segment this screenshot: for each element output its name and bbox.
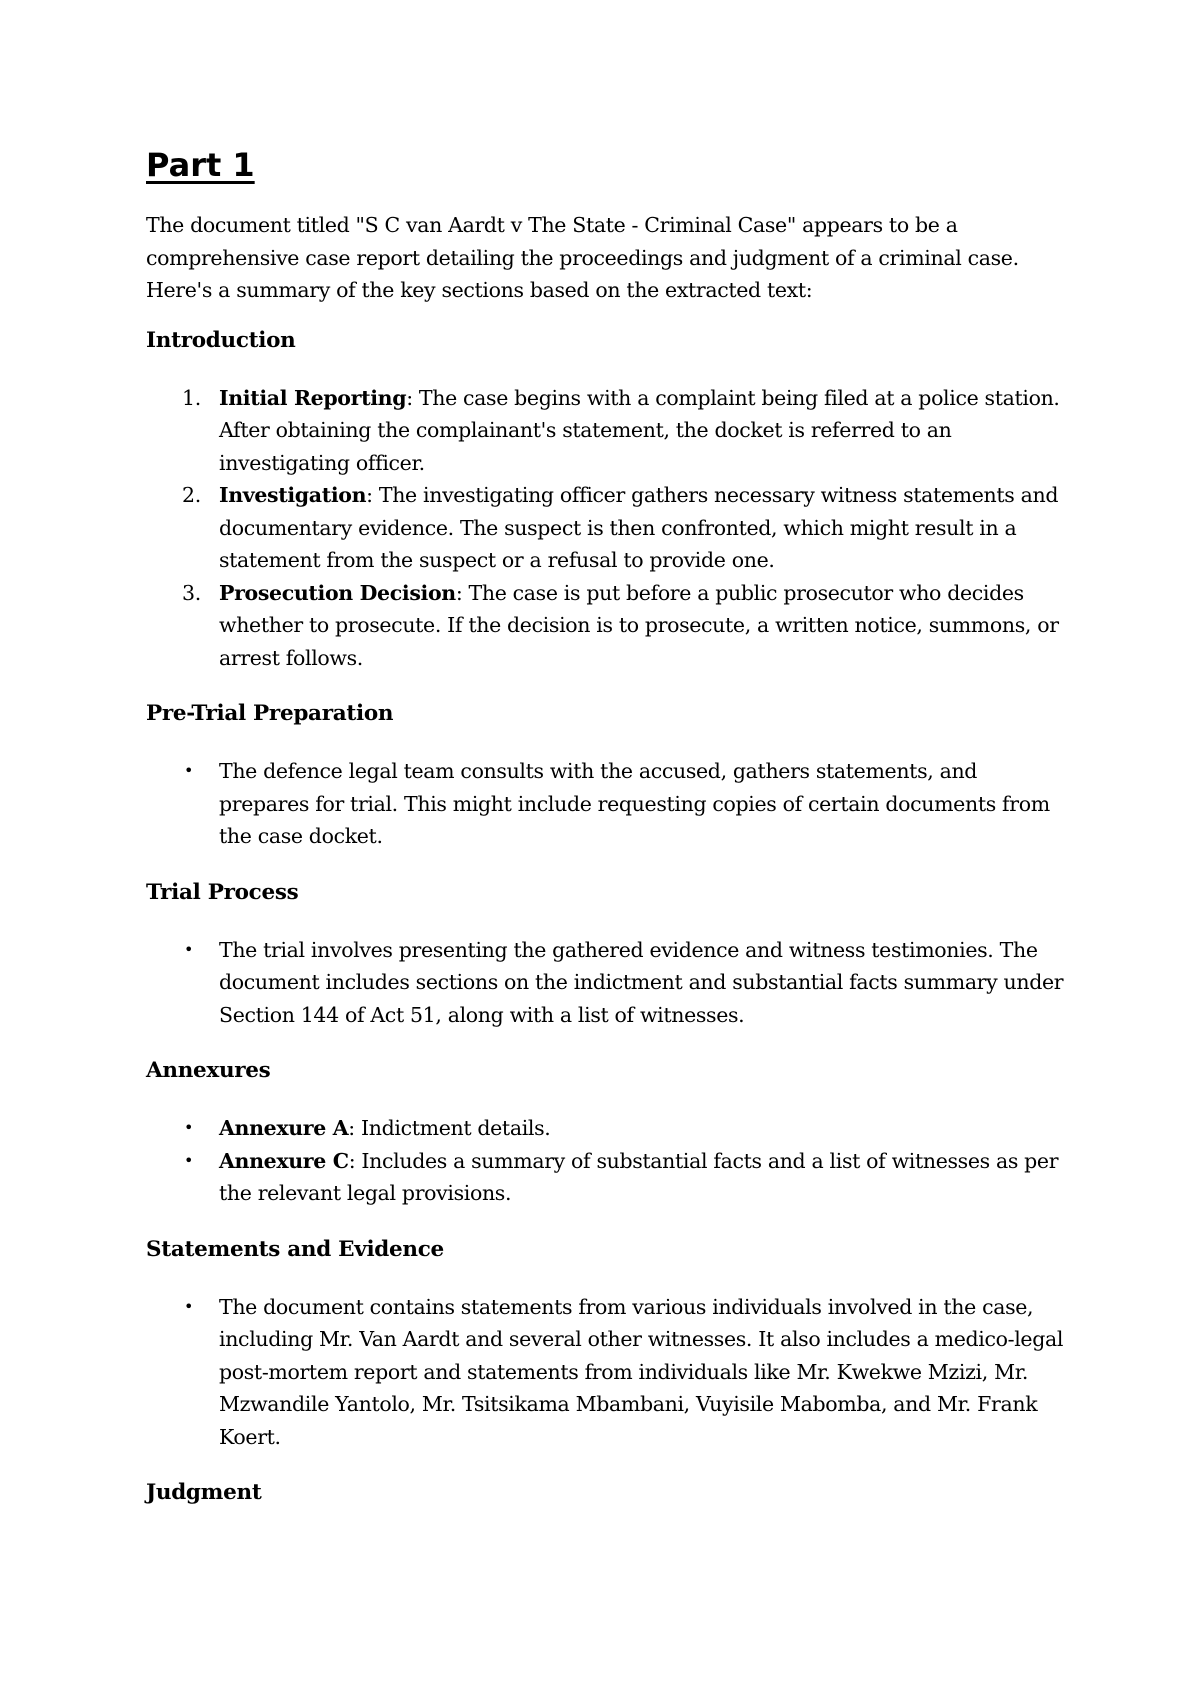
list-item [146,755,1071,853]
bullet-icon: • [184,1296,194,1316]
list-number: 1. [182,385,201,410]
item-term: Annexure C [219,1148,349,1173]
item-text: The document contains statements from various individuals involved in the case, including Mr. Van Aardt and several other witnesses. It also includes a medico-legal post-mortem report and statements from individuals like Mr. Kwekwe Mzizi, Mr. Mzwandile Yantolo, Mr. Tsitsikama Mbambani, Vuyisile Mabomba, and Mr. Frank Koert. [219,1294,1064,1449]
section-heading-statements: Statements and Evidence [146,1236,444,1262]
pretrial-list [146,755,1071,853]
section-heading-trial: Trial Process [146,879,299,905]
section-heading-introduction: Introduction [146,327,296,353]
annexures-list [146,1112,1071,1210]
section-heading-pretrial: Pre-Trial Preparation [146,701,394,726]
bullet-icon: • [184,939,194,959]
section-heading-annexures: Annexures [146,1058,271,1083]
item-text: The defence legal team consults with the accused, gathers statements, and prepares for trial. This might include requesting copies of certain documents from the case docket. [219,759,1050,848]
trial-list [146,934,1071,1032]
statements-list [146,1291,1071,1454]
item-text: : The case is put before a public prosecutor who decides whether to prosecute. If the decision is to prosecute, a written notice, summons, or arrest follows. [219,580,1059,670]
list-number: 2. [182,483,201,507]
item-text: : The case begins with a complaint being filed at a police station. After obtaining the complainant's statement, the docket is referred to an investigating officer. [219,385,1060,475]
introduction-list [146,382,1071,675]
section-heading-judgment: Judgment [146,1480,262,1505]
item-text: : Indictment details. [348,1116,551,1140]
intro-paragraph: The document titled "S C van Aardt v The State - Criminal Case" appears to be a comprehensive case report detailing the proceedings and judgment of a criminal case. Here's a summary of the key sections based on the extracted text: [146,213,1019,302]
item-text: : The investigating officer gathers necessary witness statements and documentary evidence. The suspect is then confronted, which might result in a statement from the suspect or a refusal to provide one. [219,483,1059,572]
list-item [146,1112,1071,1145]
item-term: Initial Reporting [219,385,407,410]
item-term: Prosecution Decision [219,580,456,605]
page-title: Part 1 [146,146,255,184]
list-item [146,1145,1071,1210]
list-item [146,577,1071,675]
item-term: Investigation [219,483,367,507]
bullet-icon: • [184,1150,194,1170]
list-item [146,934,1071,1032]
list-number: 3. [182,580,201,605]
list-item [146,1291,1071,1454]
item-term: Annexure A [219,1116,349,1140]
bullet-icon: • [184,1118,194,1137]
document-page [146,143,1071,1534]
item-text: The trial involves presenting the gathered evidence and witness testimonies. The document includes sections on the indictment and substantial facts summary under Section 144 of Act 51, along with a list of witnesses. [219,937,1064,1027]
bullet-icon: • [184,761,194,780]
item-text: : Includes a summary of substantial facts and a list of witnesses as per the relevant legal provisions. [219,1148,1059,1205]
list-item [146,382,1071,480]
list-item [146,479,1071,577]
